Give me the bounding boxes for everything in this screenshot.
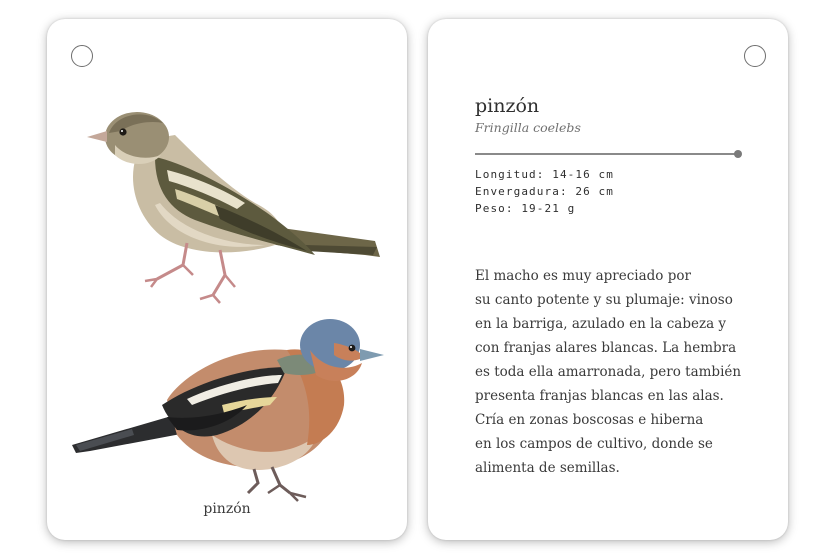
scientific-name: Fringilla coelebs [475, 120, 581, 135]
description-line: su canto potente y su plumaje: vinoso [475, 292, 733, 308]
stat-wingspan: Envergadura: 26 cm [475, 185, 615, 198]
card-title: pinzón [475, 95, 540, 117]
divider-line [475, 153, 739, 155]
back-card [428, 19, 788, 540]
description-line: es toda ella amarronada, pero también [475, 364, 742, 380]
stat-weight: Peso: 19-21 g [475, 202, 576, 215]
description-line: con franjas alares blancas. La hembra [475, 340, 737, 356]
punch-hole [71, 45, 93, 67]
bird-stats [475, 166, 614, 217]
female-chaffinch-illustration [75, 85, 385, 305]
front-card [47, 19, 407, 540]
stat-length: Longitud: 14-16 cm [475, 168, 615, 181]
description-text [475, 264, 750, 480]
description-line: alimenta de semillas. [475, 460, 620, 476]
divider-dot [734, 150, 742, 158]
description-line: en los campos de cultivo, donde se [475, 436, 713, 452]
description-line: presenta franjas blancas en las alas. [475, 388, 724, 404]
description-line: Cría en zonas boscosas e hiberna [475, 412, 704, 428]
description-line: El macho es muy apreciado por [475, 268, 691, 284]
description-line: en la barriga, azulado en la cabeza y [475, 316, 727, 332]
bird-name-caption: pinzón [203, 501, 251, 517]
punch-hole [744, 45, 766, 67]
male-chaffinch-illustration [72, 305, 387, 505]
